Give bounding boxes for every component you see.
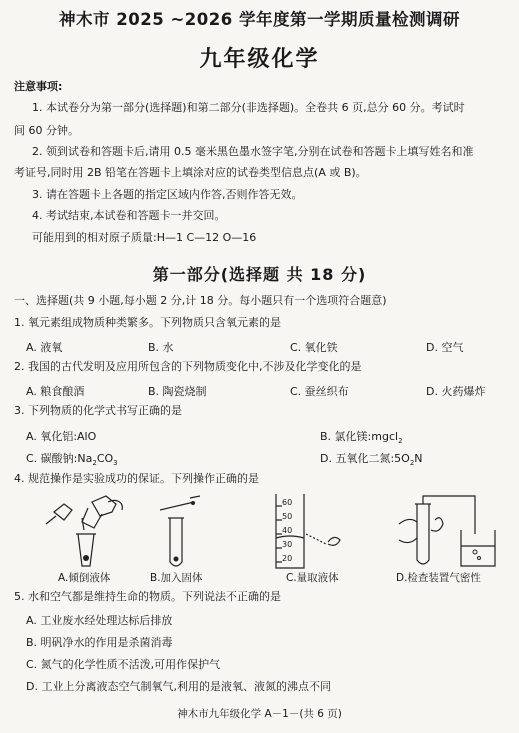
subject-title: 九年级化学 bbox=[199, 47, 320, 72]
note-1-line-1: 1. 本试卷分为第一部分(选择题)和第二部分(非选择题)。全卷共 6 页,总分 60 分。考试时 bbox=[32, 101, 465, 114]
part-1-heading: 第一部分(选择题 共 18 分) bbox=[152, 265, 367, 284]
q4-option-b: B.加入固体 bbox=[150, 572, 203, 584]
airtightness-check-illustration bbox=[395, 494, 505, 570]
exam-title: 神木市 2025 ~2026 学年度第一学期质量检测调研 bbox=[59, 10, 460, 29]
q3-option-b: B. 氯化镁:mgcl$_2$ bbox=[320, 430, 403, 446]
q1-option-a: A. 液氧 bbox=[26, 341, 63, 354]
q3-option-a: A. 氧化铝:AlO bbox=[26, 430, 97, 443]
q5-option-c: C. 氮气的化学性质不活泼,可用作保护气 bbox=[26, 658, 221, 671]
notes-heading: 注意事项: bbox=[14, 80, 63, 93]
note-4: 4. 考试结束,本试卷和答题卡一并交回。 bbox=[32, 209, 226, 222]
q1-option-b: B. 水 bbox=[148, 341, 174, 354]
q5-option-b: B. 明矾净水的作用是杀菌消毒 bbox=[26, 636, 173, 649]
q2-option-b: B. 陶瓷烧制 bbox=[148, 385, 207, 398]
atomic-masses: 可能用到的相对原子质量:H—1 C—12 O—16 bbox=[32, 231, 257, 244]
cylinder-tick-30: 30 bbox=[282, 540, 293, 549]
q5-option-d: D. 工业上分离液态空气制氧气,利用的是液氧、液氮的沸点不同 bbox=[26, 680, 331, 693]
q1-option-d: D. 空气 bbox=[426, 341, 464, 354]
adding-solid-illustration bbox=[150, 494, 210, 570]
q4-option-c: C.量取液体 bbox=[286, 572, 339, 584]
page-footer: 神木市九年级化学 A－1－(共 6 页) bbox=[177, 708, 342, 720]
pouring-liquid-illustration bbox=[42, 494, 132, 570]
q3-option-c: C. 碳酸钠$:Na_2CO_3$ bbox=[26, 452, 118, 468]
q5-option-a: A. 工业废水经处理达标后排放 bbox=[26, 614, 173, 627]
cylinder-tick-20: 20 bbox=[282, 554, 293, 563]
q2-stem: 2. 我国的古代发明及应用所包含的下列物质变化中,不涉及化学变化的是 bbox=[14, 360, 362, 373]
q5-stem: 5. 水和空气都是维持生命的物质。下列说法不正确的是 bbox=[14, 590, 281, 603]
q2-option-a: A. 粮食酿酒 bbox=[26, 385, 85, 398]
q4-option-d: D.检查装置气密性 bbox=[396, 572, 481, 584]
q1-stem: 1. 氧元素组成物质种类繁多。下列物质只含氧元素的是 bbox=[14, 316, 281, 329]
cylinder-scale bbox=[282, 496, 292, 566]
q2-option-c: C. 蚕丝织布 bbox=[290, 385, 349, 398]
q4-option-a: A.倾倒液体 bbox=[58, 572, 111, 584]
q1-option-c: C. 氧化铁 bbox=[290, 341, 338, 354]
q3-option-d: D. 五氧化二氮$:5O_2N$ bbox=[320, 452, 423, 468]
note-2-line-2: 考证号,同时用 2B 铅笔在答题卡上填涂对应的试卷类型信息点(A 或 B)。 bbox=[14, 166, 367, 179]
cylinder-tick-60: 60 bbox=[282, 498, 293, 507]
note-3: 3. 请在答题卡上各题的指定区域内作答,否则作答无效。 bbox=[32, 188, 303, 201]
cylinder-tick-50: 50 bbox=[282, 512, 293, 521]
note-1-line-2: 间 60 分钟。 bbox=[14, 124, 79, 137]
q3-stem: 3. 下列物质的化学式书写正确的是 bbox=[14, 404, 182, 417]
note-2-line-1: 2. 领到试卷和答题卡后,请用 0.5 毫米黑色墨水签字笔,分别在试卷和答题卡上填写姓名和准 bbox=[32, 145, 474, 158]
q4-stem: 4. 规范操作是实验成功的保证。下列操作正确的是 bbox=[14, 472, 259, 485]
cylinder-tick-40: 40 bbox=[282, 526, 293, 535]
part-1-instructions: 一、选择题(共 9 小题,每小题 2 分,计 18 分。每小题只有一个选项符合题意) bbox=[14, 294, 387, 307]
q2-option-d: D. 火药爆炸 bbox=[426, 385, 486, 398]
